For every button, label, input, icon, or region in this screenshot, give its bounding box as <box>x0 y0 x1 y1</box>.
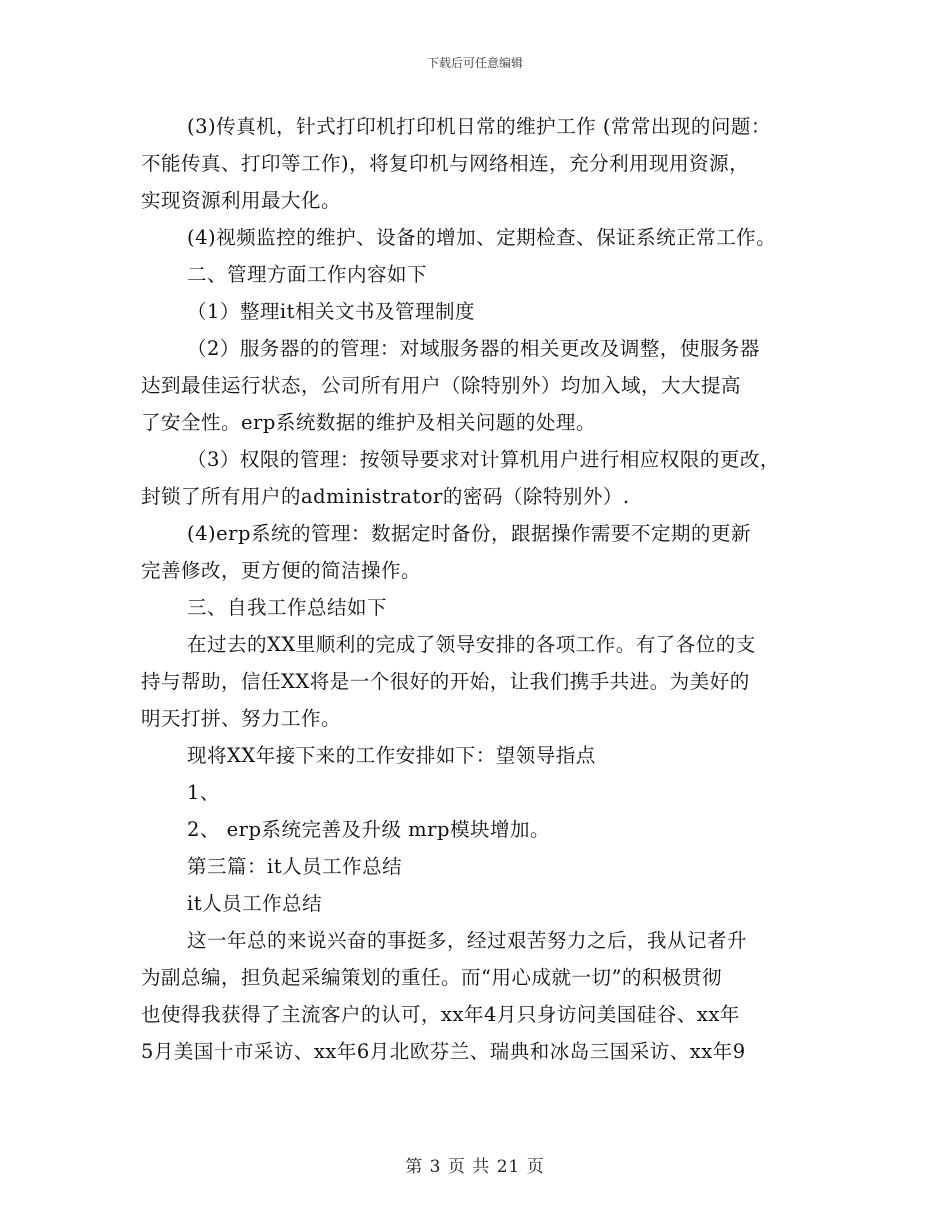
document-body <box>141 108 831 1070</box>
text-line: 达到最佳运行状态，公司所有用户（除特别外）均加入域，大大提高 <box>141 374 742 397</box>
text-line: it人员工作总结 <box>187 892 323 915</box>
text-line: （3）权限的管理：按领导要求对计算机用户进行相应权限的更改， <box>187 448 780 471</box>
text-line: （1）整理it相关文书及管理制度 <box>187 300 475 323</box>
text-line: 这一年总的来说兴奋的事挺多，经过艰苦努力之后，我从记者升 <box>187 929 748 952</box>
text-line: 封锁了所有用户的administrator的密码（除特别外）. <box>141 485 630 508</box>
text-line: 三、自我工作总结如下 <box>187 596 388 619</box>
text-line: (3)传真机，针式打印机打印机日常的维护工作 (常常出现的问题： <box>187 115 771 138</box>
text-line: (4)视频监控的维护、设备的增加、定期检查、保证系统正常工作。 <box>187 226 777 249</box>
text-line: 为副总编，担负起采编策划的重任。而“用心成就一切”的积极贯彻 <box>141 966 722 989</box>
text-line: 明天打拼、努力工作。 <box>141 707 342 730</box>
text-line: （2）服务器的的管理：对域服务器的相关更改及调整，使服务器 <box>187 337 760 360</box>
text-line: (4)erp系统的管理：数据定时备份，跟据操作需要不定期的更新 <box>187 522 751 545</box>
text-line: 不能传真、打印等工作)，将复印机与网络相连，充分利用现用资源， <box>141 152 750 175</box>
text-line: 5月美国十市采访、xx年6月北欧芬兰、瑞典和冰岛三国采访、xx年9 <box>141 1040 746 1063</box>
text-line: 二、管理方面工作内容如下 <box>187 263 428 286</box>
text-line: 现将XX年接下来的工作安排如下：望领导指点 <box>187 744 596 767</box>
text-line: 第三篇：it人员工作总结 <box>187 855 403 878</box>
text-line: 也使得我获得了主流客户的认可，xx年4月只身访问美国硅谷、xx年 <box>141 1003 740 1026</box>
text-line: 了安全性。erp系统数据的维护及相关问题的处理。 <box>141 411 596 434</box>
text-line: 实现资源利用最大化。 <box>141 189 342 212</box>
page-header: 下载后可任意编辑 <box>426 56 523 70</box>
text-line: 持与帮助，信任XX将是一个很好的开始，让我们携手共进。为美好的 <box>141 670 750 693</box>
text-line: 2、 erp系统完善及升级 mrp模块增加。 <box>187 818 550 841</box>
text-line: 完善修改，更方便的简洁操作。 <box>141 559 422 582</box>
page-footer: 第 3 页 共 21 页 <box>405 1157 545 1177</box>
text-line: 在过去的XX里顺利的完成了领导安排的各项工作。有了各位的支 <box>187 633 756 656</box>
text-line: 1、 <box>187 781 220 804</box>
